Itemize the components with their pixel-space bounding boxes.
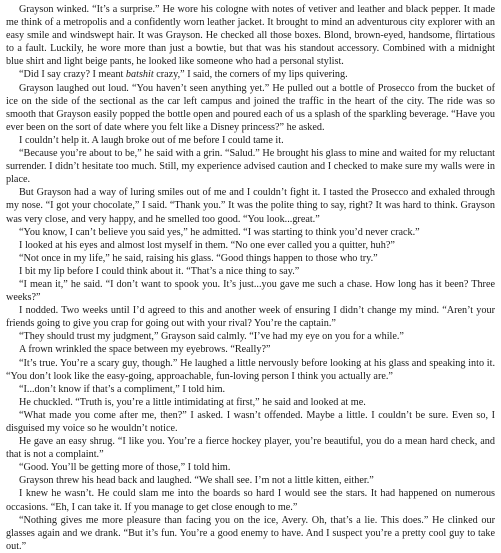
emphasis: batshit xyxy=(125,69,154,81)
paragraph: But Grayson had a way of luring smiles out of me and I couldn’t fight it. I tasted the Prosecco and exhaled through my nose. “I got your chocolate,” I said. “Thank you.” It was the polite thing to say, right? It was hard to think. Grayson was very close, and very happy, and he smelled too good. “You look...great.” xyxy=(6,187,495,225)
paragraph: I looked at his eyes and almost lost myself in them. “No one ever called you a quitter, huh?” xyxy=(19,239,395,251)
paragraph: I couldn’t help it. A laugh broke out of me before I could tame it. xyxy=(19,134,284,146)
paragraph: Grayson threw his head back and laughed. “We shall see. I’m not a little kitten, either.” xyxy=(19,475,374,487)
paragraph: “I...don’t know if that’s a compliment,” I told him. xyxy=(19,383,226,395)
paragraph: He chuckled. “Truth is, you’re a little intimidating at first,” he said and looked at me. xyxy=(19,396,366,408)
paragraph: Grayson winked. “It’s a surprise.” He wore his cologne with notes of vetiver and leather and black pepper. It made me think of a metropolis and a confidently worn leather jacket. It brought to mind an adventurous city explorer with an easy smile and windswept hair. It was Grayson. He checked all those boxes. Blond, brown-eyed, handsome, flirtatious to a fault. Luckily, he wore more than just a bowtie, but that was his standout accessory. Combined with a midnight blue shirt and light beige pants, he looked like someone who had a personal stylist. xyxy=(6,4,495,68)
paragraph: “It’s true. You’re a scary guy, though.” He laughed a little nervously before looking at his glass and speaking into it. “You don’t look like the easy-going, approachable, fun-loving person I think you actually are.” xyxy=(6,357,495,382)
paragraph: “Good. You’ll be getting more of those,” I told him. xyxy=(19,462,231,474)
paragraph: He gave an easy shrug. “I like you. You’re a fierce hockey player, you’re beautiful, you do a mean hard check, and that is not a complaint.” xyxy=(6,436,495,461)
paragraph: I nodded. Two weeks until I’d agreed to this and another week of ensuring I didn’t change my mind. “Aren’t your friends going to give you crap for going out with your rival? You’re the captain.” xyxy=(6,305,495,330)
paragraph: “Did I say crazy? I meant batshit crazy,” I said, the corners of my lips quivering. xyxy=(19,69,348,81)
paragraph: “I mean it,” he said. “I don’t want to spook you. It’s just...you gave me such a chase. How long has it been? Three weeks?” xyxy=(6,278,495,304)
paragraph: A frown wrinkled the space between my eyebrows. “Really?” xyxy=(19,344,271,356)
paragraph: Grayson laughed out loud. “You haven’t seen anything yet.” He pulled out a bottle of Prosecco from the bucket of ice on the side of the sectional as the car left campus and joined the traffic in the heart of the city. The ride was so smooth that Grayson easily popped the bottle open and poured each of us a splash of the sparkling beverage. “Have you ever been on the sort of date where you felt like a Disney princess?” he asked. xyxy=(6,82,495,133)
paragraph: “They should trust my judgment,” Grayson said calmly. “I’ve had my eye on you for a while.” xyxy=(19,331,404,343)
paragraph: “You know, I can’t believe you said yes,” he admitted. “I was starting to think you’d never crack.” xyxy=(19,226,420,238)
paragraph: “Nothing gives me more pleasure than facing you on the ice, Avery. Oh, that’s a lie. This does.” He clinked our glasses again and we drank. “But it’s fun. You’re a good enemy to have. And I suspect you’re a pretty cool guy to take out.” xyxy=(6,514,495,552)
paragraph: “Not once in my life,” he said, raising his glass. “Good things happen to those who try.” xyxy=(19,252,378,264)
paragraph: I bit my lip before I could think about it. “That’s a nice thing to say.” xyxy=(19,265,300,277)
paragraph: “What made you come after me, then?” I asked. I wasn’t offended. Maybe a little. I couldn’t be sure. Even so, I disguised my voice so he wouldn’t notice. xyxy=(6,409,495,434)
paragraph: “Because you’re about to be,” he said with a grin. “Salud.” He brought his glass to mine and waited for my reluctant surrender. I didn’t hesitate too much. Still, my experience advised caution and I checked to make sure my walls were in place. xyxy=(6,148,495,186)
paragraph: I knew he wasn’t. He could slam me into the boards so hard I would see the stars. It had happened on numerous occasions. “Eh, I can take it. If you manage to get close enough to me.” xyxy=(6,488,495,513)
